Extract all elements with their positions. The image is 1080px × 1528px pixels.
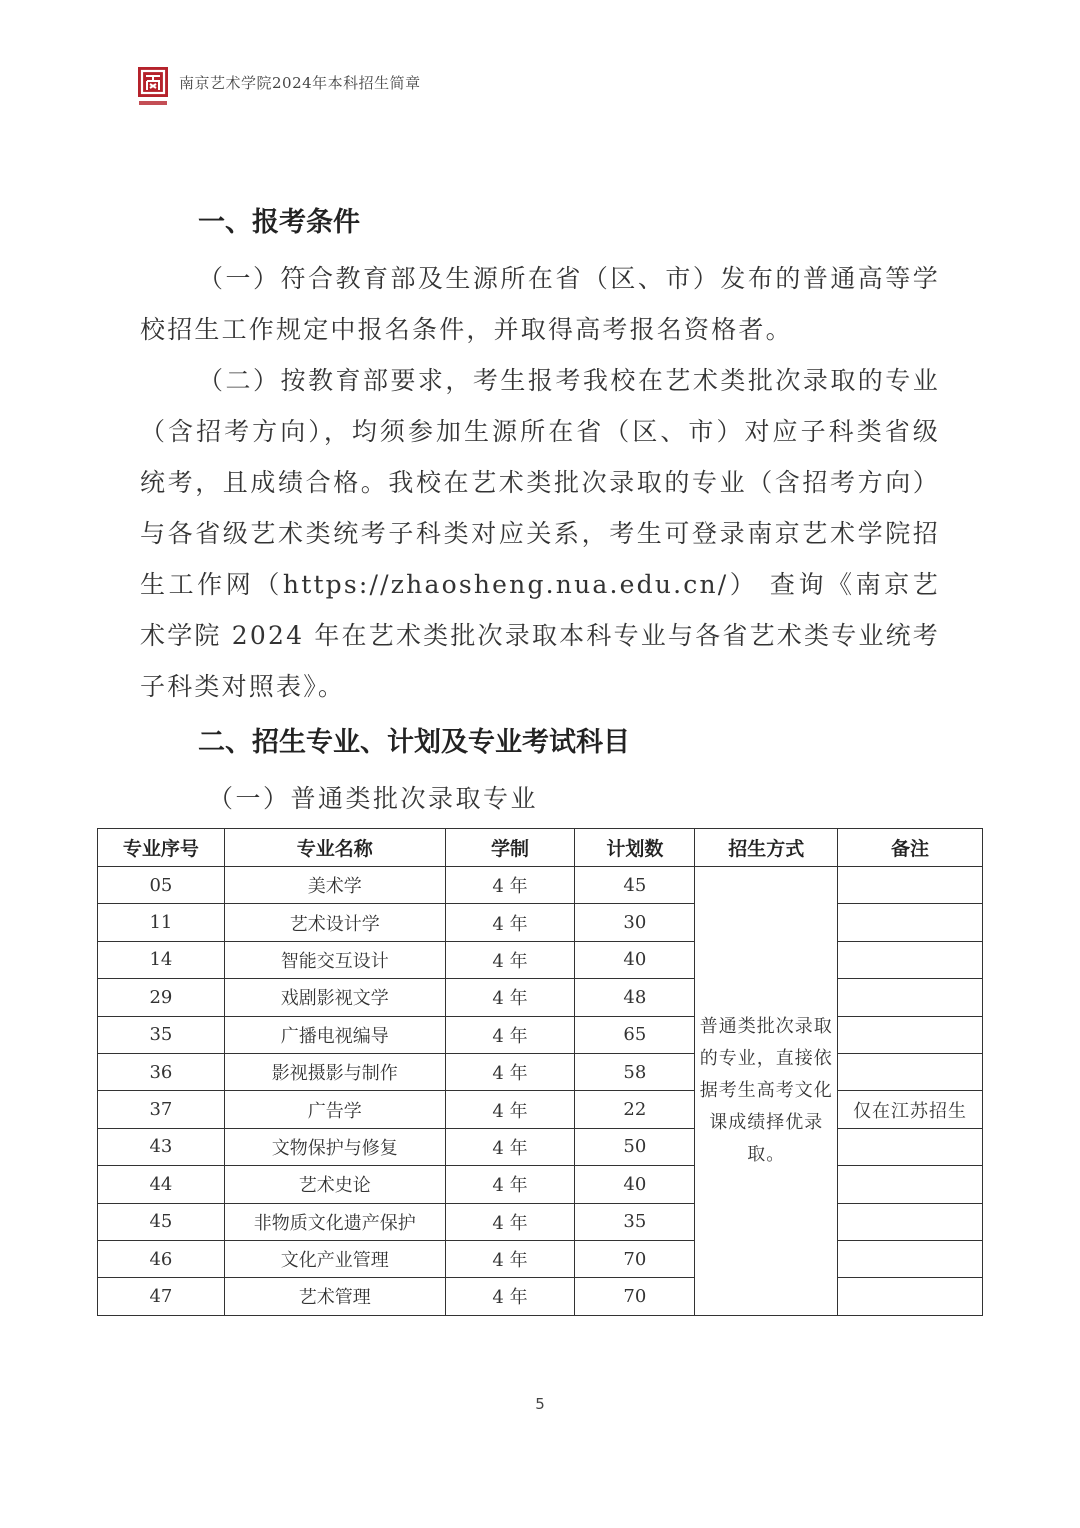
cell-plan: 58 <box>575 1053 695 1090</box>
cell-note <box>838 941 983 978</box>
cell-years: 4 年 <box>445 867 575 904</box>
cell-plan: 48 <box>575 979 695 1016</box>
table-row <box>98 867 983 904</box>
cell-note <box>838 1203 983 1240</box>
paragraph-2: （二）按教育部要求，考生报考我校在艺术类批次录取的专业（含招考方向），均须参加生源所在省（区、市）对应子科类省级统考，且成绩合格。我校在艺术类批次录取的专业（含招考方向）与各省级艺术类统考子科类对应关系，考生可登录南京艺术学院招生工作网（https://zhaosheng.nua.edu.cn/） 查询《南京艺术学院 2024 年在艺术类批次录取本科专业与各省艺术类专业统考子科类对照表》。 <box>140 366 940 701</box>
cell-code: 44 <box>98 1166 225 1203</box>
cell-code: 11 <box>98 904 225 941</box>
cell-method: 普通类批次录取的专业，直接依据考生高考文化课成绩择优录取。 <box>695 867 838 1316</box>
cell-note: 仅在江苏招生 <box>838 1091 983 1128</box>
section-heading-2: 二、招生专业、计划及专业考试科目 <box>198 727 630 758</box>
table-row <box>98 1091 983 1128</box>
enrollment-plan-table <box>97 828 983 1316</box>
table-row <box>98 979 983 1016</box>
cell-plan: 22 <box>575 1091 695 1128</box>
cell-note <box>838 867 983 904</box>
table-row <box>98 1240 983 1277</box>
table-row <box>98 1278 983 1315</box>
table-row <box>98 1203 983 1240</box>
table-row <box>98 1128 983 1165</box>
cell-note <box>838 979 983 1016</box>
cell-code: 29 <box>98 979 225 1016</box>
col-header-name: 专业名称 <box>224 829 445 867</box>
cell-name: 影视摄影与制作 <box>224 1053 445 1090</box>
sub-heading: （一）普通类批次录取专业 <box>208 784 539 813</box>
cell-code: 46 <box>98 1240 225 1277</box>
cell-name: 广告学 <box>224 1091 445 1128</box>
table-row <box>98 904 983 941</box>
cell-name: 智能交互设计 <box>224 941 445 978</box>
cell-note <box>838 1278 983 1315</box>
header-title: 南京艺术学院2024年本科招生简章 <box>179 73 421 92</box>
cell-note <box>838 1166 983 1203</box>
cell-note <box>838 1016 983 1053</box>
cell-note <box>838 1240 983 1277</box>
cell-note <box>838 1053 983 1090</box>
cell-name: 美术学 <box>224 867 445 904</box>
cell-code: 45 <box>98 1203 225 1240</box>
cell-years: 4 年 <box>445 1016 575 1053</box>
cell-name: 非物质文化遗产保护 <box>224 1203 445 1240</box>
table-row <box>98 1016 983 1053</box>
col-header-method: 招生方式 <box>695 829 838 867</box>
paragraph-1: （一）符合教育部及生源所在省（区、市）发布的普通高等学校招生工作规定中报名条件，并取得高考报名资格者。 <box>140 264 940 344</box>
cell-code: 36 <box>98 1053 225 1090</box>
col-header-years: 学制 <box>445 829 575 867</box>
cell-plan: 70 <box>575 1240 695 1277</box>
cell-plan: 70 <box>575 1278 695 1315</box>
cell-years: 4 年 <box>445 1053 575 1090</box>
table-row <box>98 941 983 978</box>
cell-plan: 40 <box>575 1166 695 1203</box>
table-row <box>98 1166 983 1203</box>
cell-plan: 40 <box>575 941 695 978</box>
cell-note <box>838 1128 983 1165</box>
cell-name: 艺术管理 <box>224 1278 445 1315</box>
cell-code: 47 <box>98 1278 225 1315</box>
cell-years: 4 年 <box>445 1278 575 1315</box>
cell-years: 4 年 <box>445 1166 575 1203</box>
section-heading-1: 一、报考条件 <box>198 207 360 238</box>
cell-name: 文化产业管理 <box>224 1240 445 1277</box>
cell-code: 37 <box>98 1091 225 1128</box>
cell-plan: 50 <box>575 1128 695 1165</box>
cell-years: 4 年 <box>445 1091 575 1128</box>
col-header-note: 备注 <box>838 829 983 867</box>
cell-name: 文物保护与修复 <box>224 1128 445 1165</box>
cell-name: 艺术设计学 <box>224 904 445 941</box>
col-header-plan: 计划数 <box>575 829 695 867</box>
table-row <box>98 1053 983 1090</box>
page-number: 5 <box>535 1395 545 1413</box>
cell-code: 35 <box>98 1016 225 1053</box>
seal-logo-icon <box>137 66 169 106</box>
cell-code: 05 <box>98 867 225 904</box>
cell-years: 4 年 <box>445 904 575 941</box>
cell-note <box>838 904 983 941</box>
cell-years: 4 年 <box>445 1240 575 1277</box>
cell-name: 广播电视编导 <box>224 1016 445 1053</box>
cell-plan: 30 <box>575 904 695 941</box>
page-header <box>137 66 421 106</box>
cell-name: 艺术史论 <box>224 1166 445 1203</box>
main-content <box>140 200 940 815</box>
cell-plan: 45 <box>575 867 695 904</box>
cell-code: 43 <box>98 1128 225 1165</box>
table-header-row <box>98 829 983 867</box>
col-header-code: 专业序号 <box>98 829 225 867</box>
cell-plan: 65 <box>575 1016 695 1053</box>
cell-years: 4 年 <box>445 941 575 978</box>
cell-plan: 35 <box>575 1203 695 1240</box>
cell-code: 14 <box>98 941 225 978</box>
cell-name: 戏剧影视文学 <box>224 979 445 1016</box>
cell-years: 4 年 <box>445 1203 575 1240</box>
cell-years: 4 年 <box>445 979 575 1016</box>
cell-years: 4 年 <box>445 1128 575 1165</box>
